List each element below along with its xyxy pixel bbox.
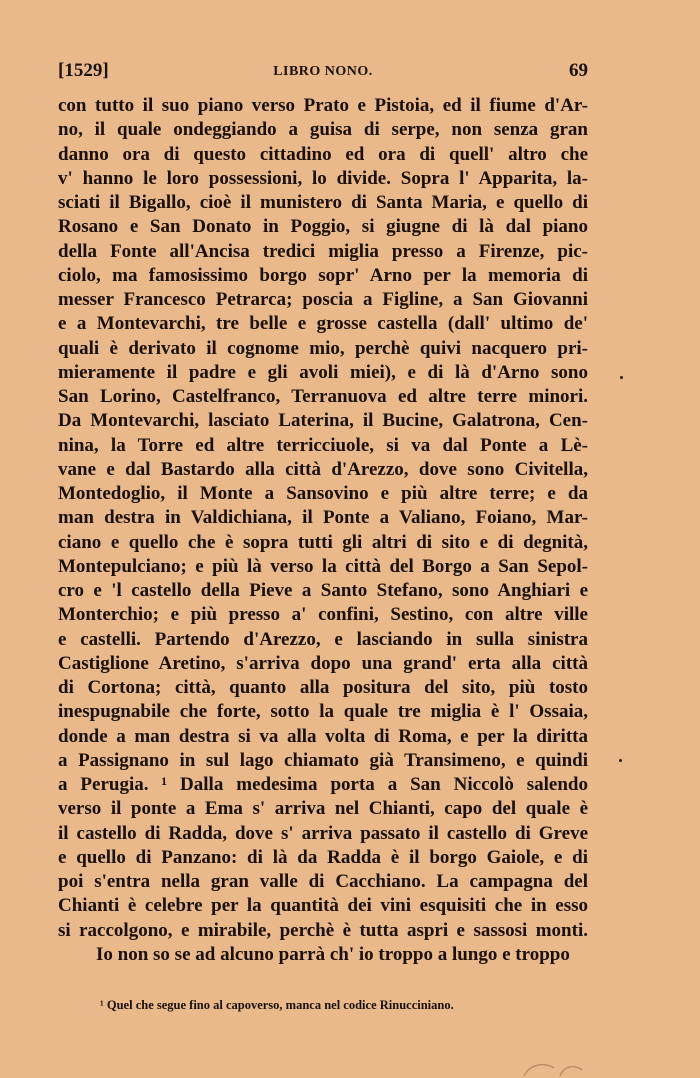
text-line: verso il ponte a Ema s' arriva nel Chianti, capo del quale è [58, 798, 588, 820]
running-header [58, 60, 588, 88]
text-line: e a Montevarchi, tre belle e grosse castella (dall' ultimo de' [58, 313, 588, 335]
text-line: Rosano e San Donato in Poggio, si giugne di là dal piano [58, 216, 588, 238]
text-line: messer Francesco Petrarca; poscia a Figline, a San Giovanni [58, 289, 588, 310]
text-line: San Lorino, Castelfranco, Terranuova ed altre terre minori. [58, 386, 588, 407]
text-line: il castello di Radda, dove s' arriva passato il castello di Greve [58, 822, 588, 844]
text-line: v' hanno le loro possessioni, lo divide. Sopra l' Apparita, la- [58, 167, 588, 189]
text-line: mieramente il padre e gli avoli miei), e di là d'Arno sono [58, 361, 588, 383]
text-line: cro e 'l castello della Pieve a Santo Stefano, sono Anghiari e [58, 580, 588, 601]
text-line: a Passignano in sul lago chiamato già Transimeno, e quindi [58, 749, 588, 771]
text-line: della Fonte all'Ancisa tredici miglia presso a Firenze, pic- [58, 240, 588, 262]
text-line: Montepulciano; e più là verso la città del Borgo a San Sepol- [58, 555, 588, 577]
text-line: con tutto il suo piano verso Prato e Pistoia, ed il fiume d'Ar- [58, 95, 588, 116]
text-line: man destra in Valdichiana, il Ponte a Valiano, Foiano, Mar- [58, 507, 588, 529]
text-line: e castelli. Partendo d'Arezzo, e lasciando in sulla sinistra [58, 628, 588, 650]
text-line: ciano e quello che è sopra tutti gli altri di sito e di degnità, [58, 531, 588, 553]
text-line: e quello di Panzano: di là da Radda è il borgo Gaiole, e di [58, 846, 588, 868]
text-line: sciati il Bigallo, cioè il munistero di Santa Maria, e quello di [58, 192, 588, 213]
text-line: no, il quale ondeggiando a guisa di serpe, non senza gran [58, 119, 588, 141]
text-line: Monterchio; e più presso a' confini, Sestino, con altre ville [58, 604, 588, 626]
scan-watermark [520, 1058, 590, 1078]
text-line: Castiglione Aretino, s'arriva dopo una grand' erta alla città [58, 652, 588, 674]
text-line: Montedoglio, il Monte a Sansovino e più altre terre; e da [58, 483, 588, 504]
text-line: Chianti è celebre per la quantità dei vini esquisiti che in esso [58, 895, 588, 917]
header-title: LIBRO NONO. [273, 64, 373, 79]
header-year: [1529] [58, 60, 109, 81]
text-line: Da Montevarchi, lasciato Laterina, il Bucine, Galatrona, Cen- [58, 410, 588, 432]
text-line-paragraph-start: Io non so se ad alcuno parrà ch' io troppo a lungo e troppo [96, 943, 570, 965]
text-line: di Cortona; città, quanto alla positura del sito, più tosto [58, 677, 588, 698]
text-line: vane e dal Bastardo alla città d'Arezzo, dove sono Civitella, [58, 458, 588, 480]
body-text [58, 94, 588, 967]
page-number: 69 [569, 60, 588, 81]
text-line: si raccolgono, e mirabile, perchè è tutta aspri e sassosi monti. [58, 919, 588, 941]
text-line: danno ora di questo cittadino ed ora di quell' altro che [58, 143, 588, 165]
paper-speck [619, 759, 622, 762]
text-line: quali è derivato il cognome mio, perchè quivi nacquero pri- [58, 337, 588, 359]
paper-speck [620, 376, 623, 379]
text-line: a Perugia. ¹ Dalla medesima porta a San Niccolò salendo [58, 774, 588, 795]
text-line: ciolo, ma famosissimo borgo sopr' Arno per la memoria di [58, 264, 588, 286]
text-line: inespugnabile che forte, sotto la quale tre miglia è l' Ossaia, [58, 701, 588, 723]
text-line: donde a man destra si va alla volta di Roma, e per la diritta [58, 725, 588, 747]
text-line: nina, la Torre ed altre terricciuole, si va dal Ponte a Lè- [58, 434, 588, 456]
text-line: poi s'entra nella gran valle di Cacchiano. La campagna del [58, 871, 588, 892]
footnote: ¹ Quel che segue fino al capoverso, manca nel codice Rinucciniano. [100, 998, 454, 1012]
